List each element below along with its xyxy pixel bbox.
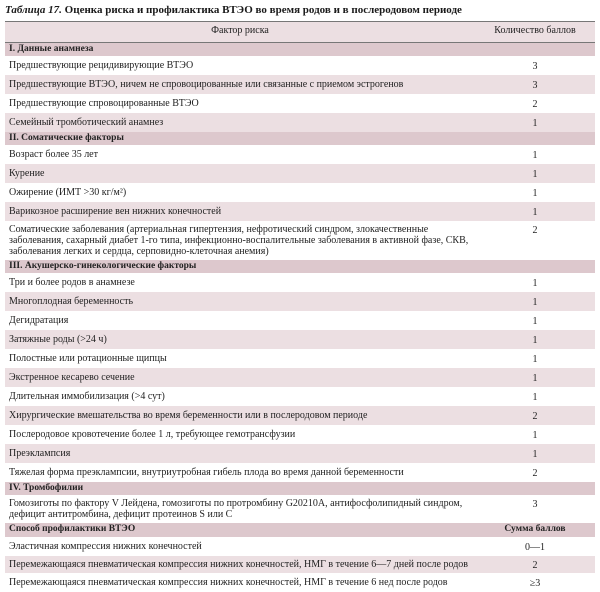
risk-factor: Преэклампсия [5, 444, 475, 463]
risk-factor: Предшествующие ВТЭО, ничем не спровоцированные или связанные с приемом эстрогенов [5, 75, 475, 94]
table-row [5, 406, 595, 425]
risk-factor: Многоплодная беременность [5, 292, 475, 311]
risk-score: 1 [475, 330, 595, 349]
header-score: Количество баллов [475, 22, 595, 43]
risk-score: 2 [475, 94, 595, 113]
risk-factor: Курение [5, 164, 475, 183]
header-factor: Фактор риска [5, 22, 475, 43]
risk-score: 2 [475, 406, 595, 425]
table-row [5, 202, 595, 221]
table-row [5, 75, 595, 94]
risk-factor: Три и более родов в анамнезе [5, 273, 475, 292]
table-row [5, 444, 595, 463]
table-row [5, 425, 595, 444]
prophylaxis-score: ≥3 [475, 573, 595, 592]
risk-score: 1 [475, 349, 595, 368]
risk-score: 1 [475, 145, 595, 164]
section-header [5, 43, 595, 57]
table-row [5, 164, 595, 183]
table-title: Оценка риска и профилактика ВТЭО во время родов и в послеродовом периоде [65, 4, 462, 16]
table-row [5, 94, 595, 113]
table-caption [5, 0, 595, 21]
risk-factor: Длительная иммобилизация (>4 сут) [5, 387, 475, 406]
risk-factor: Затяжные роды (>24 ч) [5, 330, 475, 349]
risk-score: 1 [475, 444, 595, 463]
risk-score: 3 [475, 495, 595, 523]
table-row [5, 387, 595, 406]
risk-score: 1 [475, 292, 595, 311]
risk-score: 1 [475, 273, 595, 292]
table-row [5, 56, 595, 75]
table-row [5, 183, 595, 202]
prophylaxis-method: Перемежающаяся пневматическая компрессия нижних конечностей, НМГ в течение 6—7 дней после родов [5, 556, 475, 573]
risk-factor: Возраст более 35 лет [5, 145, 475, 164]
risk-score: 3 [475, 75, 595, 94]
risk-factor: Дегидратация [5, 311, 475, 330]
risk-factor: Гомозиготы по фактору V Лейдена, гомозиготы по протромбину G20210A, антифосфолипидный синдром, дефицит антитромбина, дефицит протеинов S или C [5, 495, 475, 523]
table-row [5, 495, 595, 523]
prophylaxis-method: Эластичная компрессия нижних конечностей [5, 537, 475, 556]
risk-factor: Варикозное расширение вен нижних конечностей [5, 202, 475, 221]
risk-score: 1 [475, 202, 595, 221]
table-number: Таблица 17. [5, 4, 62, 16]
table-row [5, 145, 595, 164]
risk-factor: Полостные или ротационные щипцы [5, 349, 475, 368]
risk-factor: Соматические заболевания (артериальная гипертензия, нефротический синдром, злокачественные заболевания, сахарный диабет 1-го типа, инфекционно-воспалительные заболевания в активной фазе, СКВ, заболевания легких и сердца, серповидно-клеточная анемия) [5, 221, 475, 260]
risk-score: 3 [475, 56, 595, 75]
risk-factor: Предшествующие спровоцированные ВТЭО [5, 94, 475, 113]
table-row [5, 573, 595, 592]
risk-factor: Хирургические вмешательства во время беременности или в послеродовом периоде [5, 406, 475, 425]
risk-score: 1 [475, 311, 595, 330]
risk-factor: Послеродовое кровотечение более 1 л, требующее гемотрансфузии [5, 425, 475, 444]
risk-factor: Ожирение (ИМТ >30 кг/м²) [5, 183, 475, 202]
risk-factor: Тяжелая форма преэклампсии, внутриутробная гибель плода во время данной беременности [5, 463, 475, 482]
table-row [5, 330, 595, 349]
table-row [5, 463, 595, 482]
table-header-row [5, 22, 595, 43]
risk-factor: Экстренное кесарево сечение [5, 368, 475, 387]
table-row [5, 273, 595, 292]
section-title: IV. Тромбофилии [5, 482, 595, 495]
risk-score: 1 [475, 164, 595, 183]
table-row [5, 311, 595, 330]
section-title: III. Акушерско-гинекологические факторы [5, 260, 595, 273]
table-body [5, 43, 595, 592]
section-header [5, 260, 595, 273]
prophylaxis-header [5, 523, 595, 537]
table-row [5, 292, 595, 311]
table-row [5, 349, 595, 368]
table-row [5, 556, 595, 573]
table-row [5, 221, 595, 260]
prophylaxis-score: 2 [475, 556, 595, 573]
prophylaxis-method: Перемежающаяся пневматическая компрессия нижних конечностей, НМГ в течение 6 нед после родов [5, 573, 475, 592]
risk-score: 2 [475, 221, 595, 260]
risk-table [5, 21, 595, 592]
risk-score: 2 [475, 463, 595, 482]
prophylaxis-score: 0—1 [475, 537, 595, 556]
risk-score: 1 [475, 425, 595, 444]
section-title: II. Соматические факторы [5, 132, 595, 145]
table-row [5, 113, 595, 132]
risk-factor: Предшествующие рецидивирующие ВТЭО [5, 56, 475, 75]
risk-factor: Семейный тромботический анамнез [5, 113, 475, 132]
page [5, 0, 595, 592]
section-header [5, 132, 595, 145]
section-title: I. Данные анамнеза [5, 43, 595, 57]
table-row [5, 368, 595, 387]
risk-score: 1 [475, 387, 595, 406]
risk-score: 1 [475, 113, 595, 132]
score-sum-title: Сумма баллов [475, 523, 595, 537]
risk-score: 1 [475, 368, 595, 387]
risk-score: 1 [475, 183, 595, 202]
prophylaxis-title: Способ профилактики ВТЭО [5, 523, 475, 537]
section-header [5, 482, 595, 495]
